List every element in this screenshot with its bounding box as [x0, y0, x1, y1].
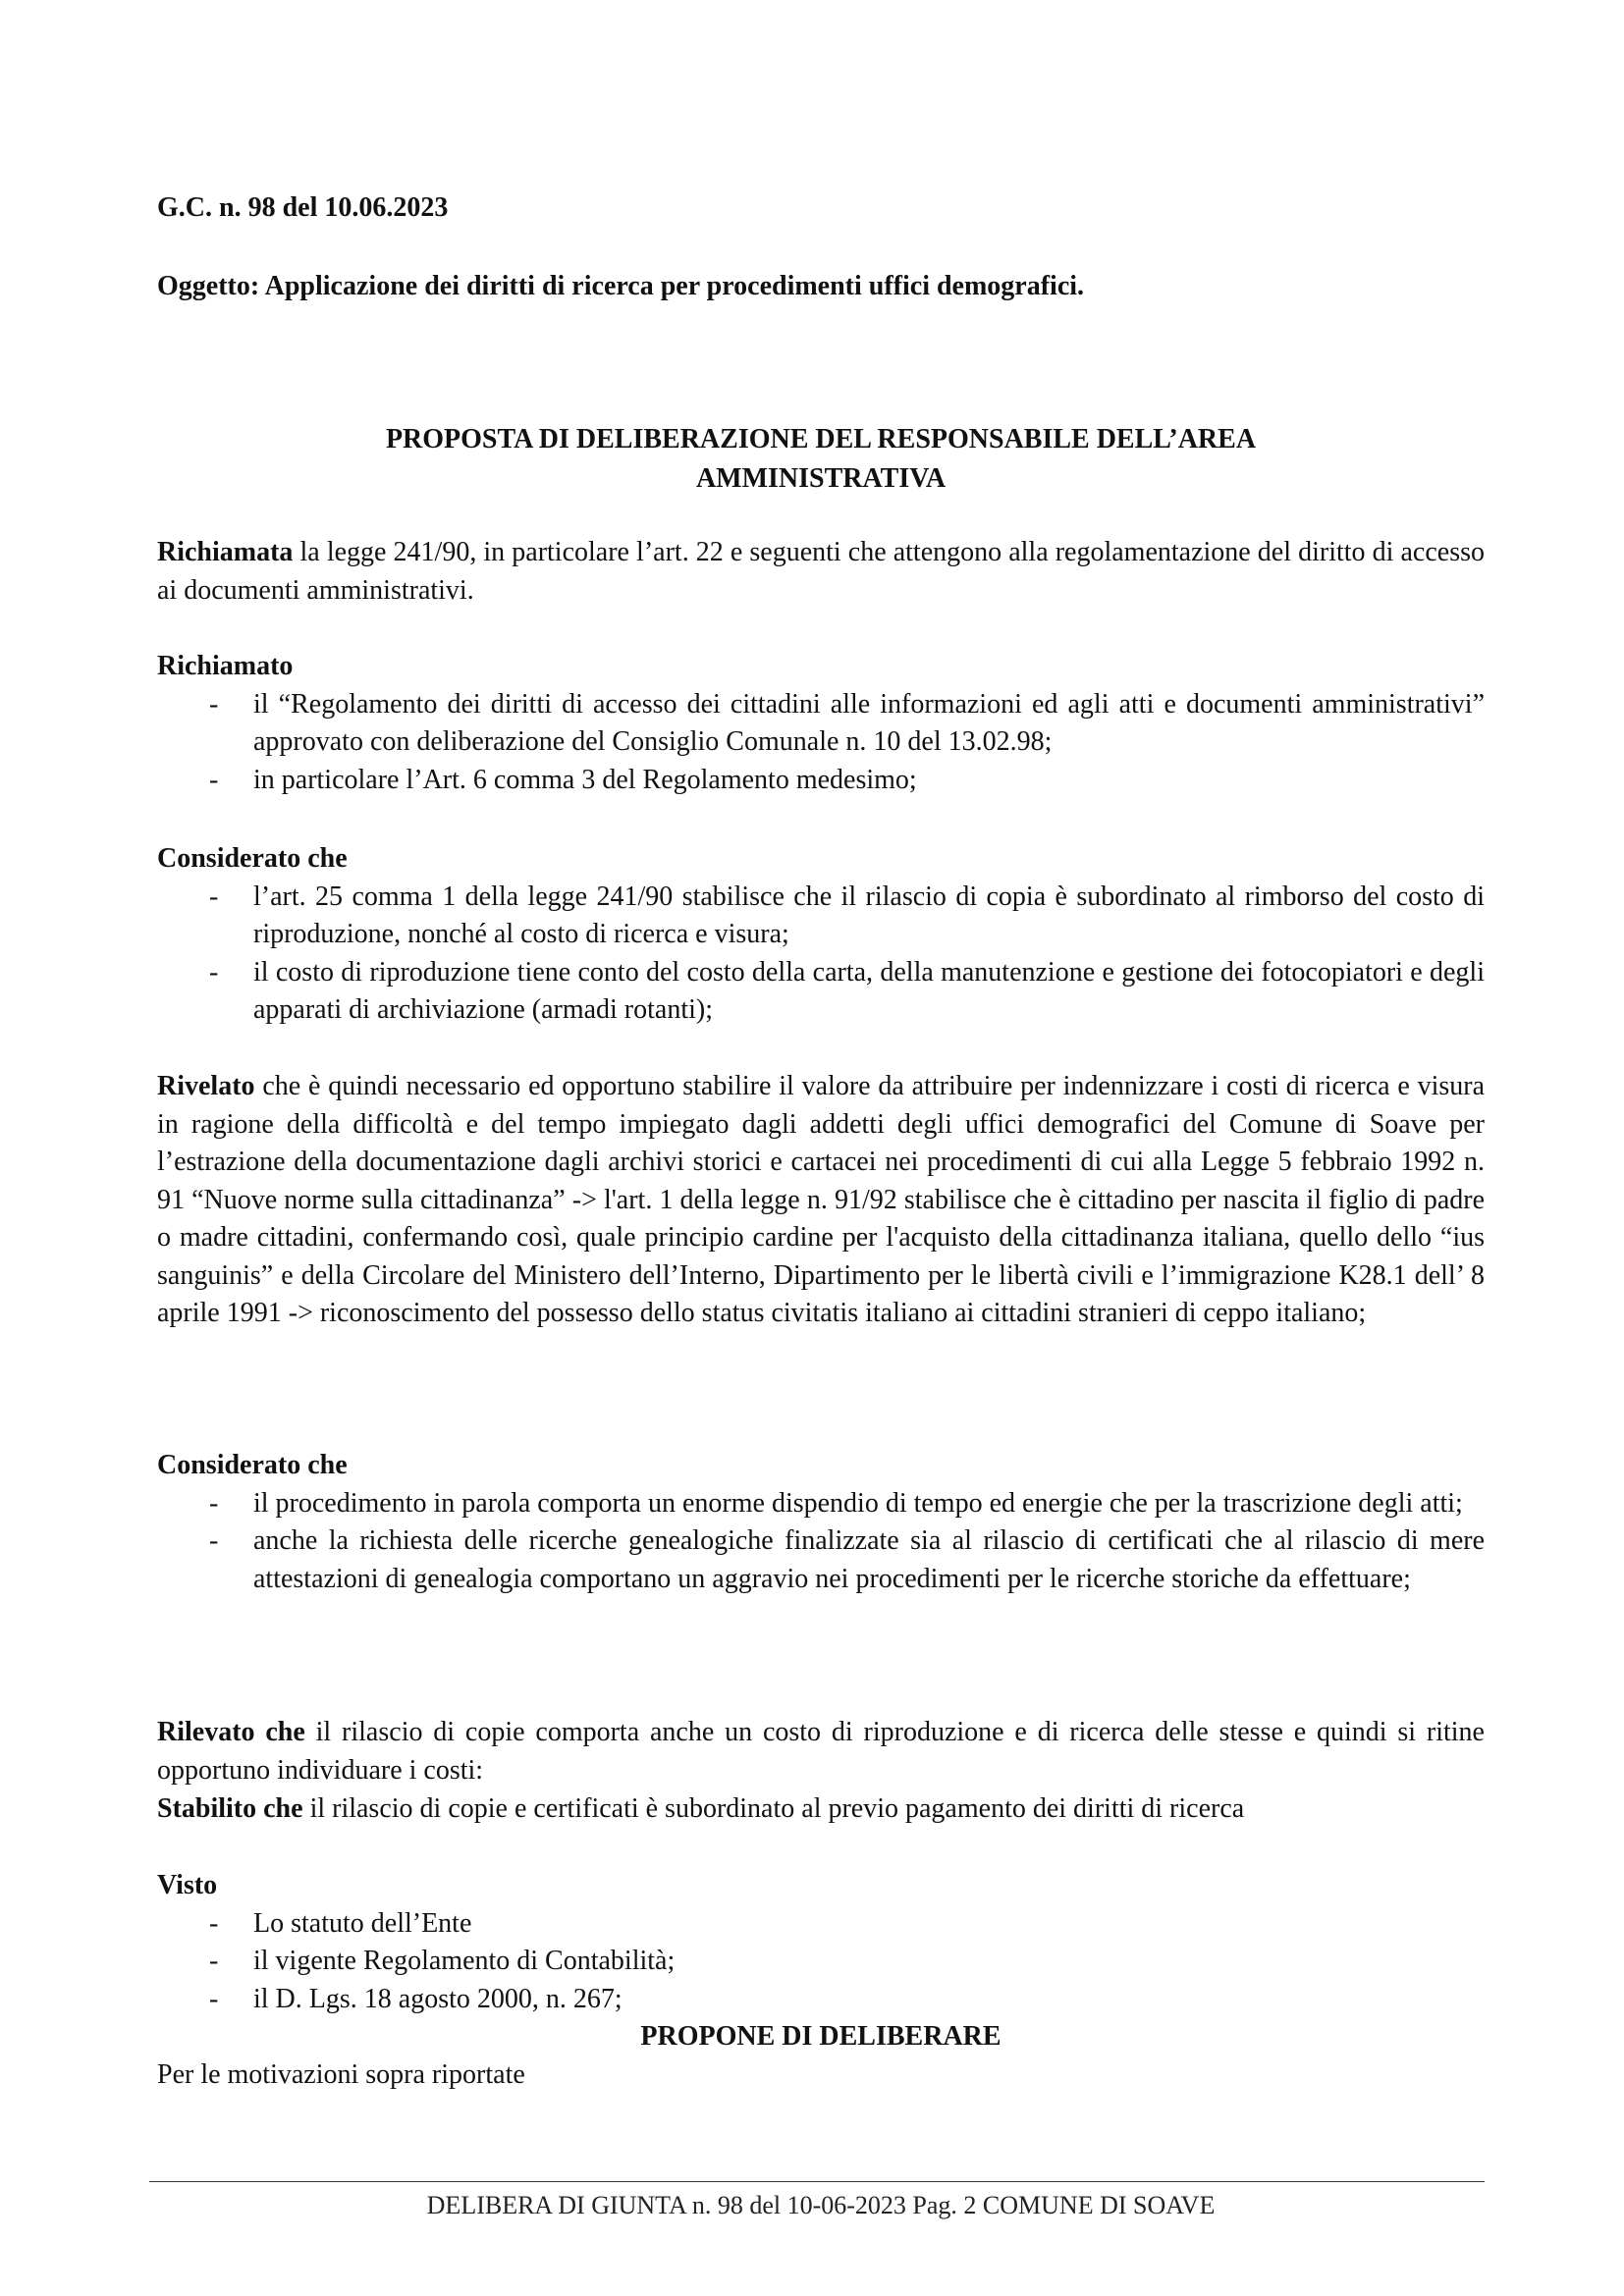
dash-bullet: - — [209, 881, 219, 912]
richiamato-section — [157, 648, 1485, 799]
visto-section — [157, 1867, 1485, 2094]
rilevato-paragraph — [157, 1714, 1485, 1789]
list-item: - il “Regolamento dei diritti di accesso dei cittadini alle informazioni ed agli atti e documenti amministrativi” approvato con deliberazione del Consiglio Comunale n. 10 del 13.02.98; — [157, 686, 1485, 762]
document-reference: G.C. n. 98 del 10.06.2023 — [157, 192, 449, 223]
list-item: - l’art. 25 comma 1 della legge 241/90 stabilisce che il rilascio di copia è subordinato al rimborso del costo di riproduzione, nonché al costo di ricerca e visura; — [157, 879, 1485, 954]
richiamata-paragraph — [157, 534, 1485, 610]
dash-bullet: - — [209, 1946, 219, 1976]
considerato-heading-1: Considerato che — [157, 843, 348, 874]
dash-bullet: - — [209, 1983, 219, 2014]
considerato-section-2 — [157, 1447, 1485, 1598]
motivazioni-text: Per le motivazioni sopra riportate — [157, 2058, 525, 2090]
dash-bullet: - — [209, 688, 219, 720]
rilevato-label: Rilevato che — [157, 1717, 305, 1747]
list-item: - il vigente Regolamento di Contabilità; — [157, 1943, 1485, 1981]
visto-list — [157, 1905, 1485, 2019]
stabilito-label: Stabilito che — [157, 1793, 303, 1824]
propone-heading: PROPONE DI DELIBERARE — [640, 2021, 1001, 2052]
list-item: - il D. Lgs. 18 agosto 2000, n. 267; — [157, 1981, 1485, 2019]
rivelato-text: che è quindi necessario ed opportuno stabilire il valore da attribuire per indennizzare i costi di ricerca e visura in ragione della difficoltà e del tempo impiegato dagli addetti degli uffici demografici del Comune di Soave per l’estrazione della documentazione dagli archivi storici e cartacei nei procedimenti di cui alla Legge 5 febbraio 1992 n. 91 “Nuove norme sulla cittadinanza” -> l'art. 1 della legge n. 91/92 stabilisce che è cittadino per nascita il figlio di padre o madre cittadini, confermando così, quale principio cardine per l'acquisto della cittadinanza italiana, quello dello “ius sanguinis” e della Circolare del Ministero dell’Interno, Dipartimento per le libertà civili e l’immigrazione K28.1 dell’ 8 aprile 1991 -> riconoscimento del possesso dello status civitatis italiano ai cittadini stranieri di ceppo italiano; — [157, 1071, 1485, 1328]
considerato-list-1 — [157, 879, 1485, 1030]
proposal-title-line2: AMMINISTRATIVA — [695, 463, 947, 494]
stabilito-paragraph — [157, 1790, 1485, 1829]
footer-divider — [149, 2181, 1485, 2182]
considerato-section-1 — [157, 840, 1485, 1030]
list-item: - Lo statuto dell’Ente — [157, 1905, 1485, 1944]
stabilito-text: il rilascio di copie e certificati è subordinato al previo pagamento dei diritti di ricerca — [302, 1793, 1245, 1824]
document-subject: Oggetto: Applicazione dei diritti di ricerca per procedimenti uffici demografici. — [157, 271, 1085, 301]
richiamata-text: la legge 241/90, in particolare l’art. 22 e seguenti che attengono alla regolamentazione del diritto di accesso ai documenti amministrativi. — [157, 537, 1485, 606]
dash-bullet: - — [209, 956, 219, 988]
list-item: - il costo di riproduzione tiene conto del costo della carta, della manutenzione e gestione dei fotocopiatori e degli apparati di archiviazione (armadi rotanti); — [157, 954, 1485, 1030]
proposal-title — [157, 420, 1485, 499]
list-item: - in particolare l’Art. 6 comma 3 del Regolamento medesimo; — [157, 762, 1485, 800]
dash-bullet: - — [209, 1907, 219, 1939]
richiamato-list — [157, 686, 1485, 800]
considerato-list-2 — [157, 1485, 1485, 1599]
proposal-title-line1: PROPOSTA DI DELIBERAZIONE DEL RESPONSABILE DELL’AREA — [385, 424, 1257, 454]
considerato-heading-2: Considerato che — [157, 1450, 348, 1480]
richiamato-heading: Richiamato — [157, 651, 294, 681]
list-item: - anche la richiesta delle ricerche genealogiche finalizzate sia al rilascio di certificati che al rilascio di mere attestazioni di genealogia comportano un aggravio nei procedimenti per le ricerche storiche da effettuare; — [157, 1522, 1485, 1598]
list-item: - il procedimento in parola comporta un enorme dispendio di tempo ed energie che per la trascrizione degli atti; — [157, 1485, 1485, 1523]
rivelato-label: Rivelato — [157, 1071, 255, 1101]
rivelato-paragraph — [157, 1068, 1485, 1333]
dash-bullet: - — [209, 1487, 219, 1519]
dash-bullet: - — [209, 764, 219, 795]
richiamata-label: Richiamata — [157, 537, 294, 567]
dash-bullet: - — [209, 1525, 219, 1556]
visto-heading: Visto — [157, 1870, 218, 1900]
page-footer: DELIBERA DI GIUNTA n. 98 del 10-06-2023 Pag. 2 COMUNE DI SOAVE — [426, 2191, 1216, 2219]
rilevato-text: il rilascio di copie comporta anche un costo di riproduzione e di ricerca delle stesse e quindi si ritine opportuno individuare i costi: — [157, 1717, 1485, 1786]
